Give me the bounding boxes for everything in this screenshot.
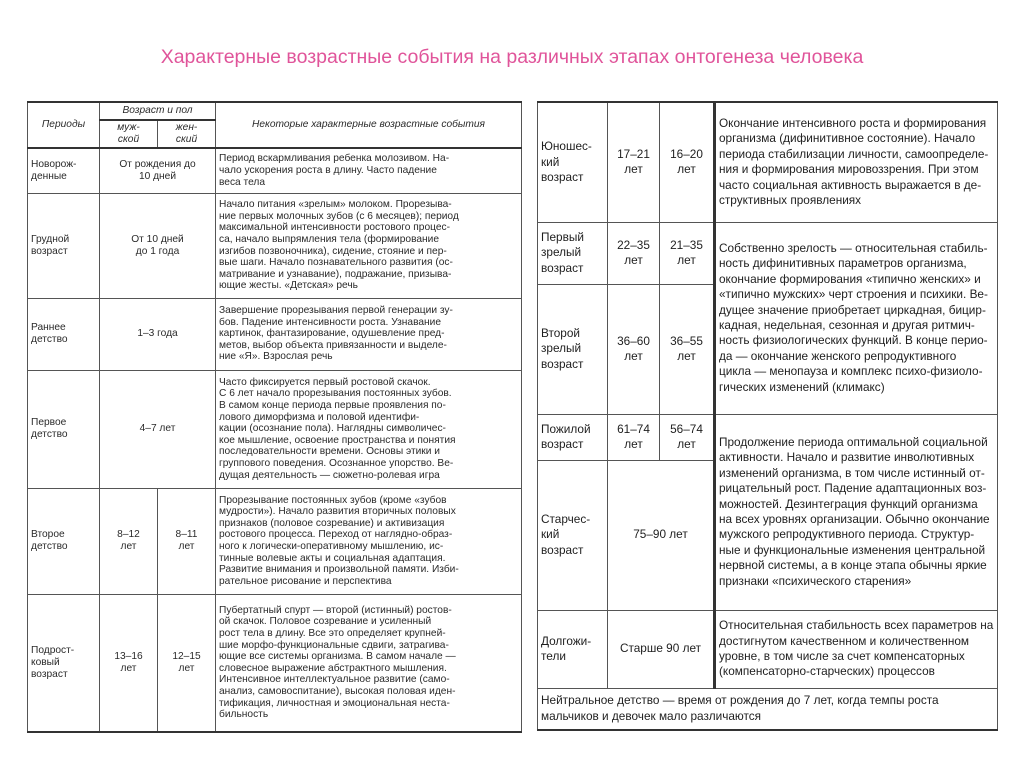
period-cell: Первый зрелый возраст [538, 222, 608, 284]
male-age-cell: 22–35 лет [608, 222, 660, 284]
age-cell: 75–90 лет [608, 460, 715, 610]
events-cell: Продолжение периода оптимальной социальной активности. Начало и развитие инволютивных изменений организма, в том числе истинный от- рицательный рост. Падение адаптационных воз- можностей. Дезинтеграция функций организма на всех уровнях организации. Обычно окончание мужского репродуктивного периода. Структур- ные и функциональные изменения центральной нервной системы, а в конце этапа обычны яркие признаки «психического старения» [715, 414, 998, 610]
header-female: жен- ский [158, 120, 216, 148]
age-cell: От рождения до 10 дней [100, 148, 216, 193]
left-age-table [27, 101, 522, 733]
female-age-cell: 8–11 лет [158, 488, 216, 594]
events-cell: Период вскармливания ребенка молозивом. На- чало ускорения роста в длину. Часто падение веса тела [216, 148, 522, 193]
events-cell: Прорезывание постоянных зубов (кроме «зубов мудрости»). Начало развития вторичных половых признаков (половое созревание) и активизация ростового процесса. Переход от наглядно-образ- ного к логически-оперативному мышлению, ис- тинные волевые акты и социальная адаптация. Развитие внимания и произвольной памяти. Изби- рательное рисование и перспектива [216, 488, 522, 594]
period-cell: Пожилой возраст [538, 414, 608, 460]
age-cell: 1–3 года [100, 298, 216, 370]
period-cell: Новорож- денные [28, 148, 100, 193]
events-cell: Часто фиксируется первый ростовой скачок. С 6 лет начало прорезывания постоянных зубов. В самом конце периода первые проявления по- лового диморфизма и половой идентифи- кации (осознание пола). Наглядны символичес- кое мышление, освоение пространства и понятия последовательности времени. Основы этики и группового поведения. Осознанное упорство. Ве- дущая деятельность — сюжетно-ролевая игра [216, 370, 522, 488]
footnote: Нейтральное детство — время от рождения до 7 лет, когда темпы роста мальчиков и девочек мало различаются [538, 688, 998, 730]
period-cell: Раннее детство [28, 298, 100, 370]
male-age-cell: 13–16 лет [100, 594, 158, 732]
female-age-cell: 16–20 лет [660, 102, 715, 222]
male-age-cell: 61–74 лет [608, 414, 660, 460]
period-cell: Второе детство [28, 488, 100, 594]
slide-title: Характерные возрастные события на различных этапах онтогенеза человека [160, 46, 864, 68]
events-cell: Окончание интенсивного роста и формирования организма (дифинитивное состояние). Начало периода стабилизации личности, самоопределе- ния и формирования мировоззрения. При этом часто социальная активность выражается в де- структивных проявлениях [715, 102, 998, 222]
header-events: Некоторые характерные возрастные события [216, 102, 522, 148]
period-cell: Второй зрелый возраст [538, 284, 608, 414]
female-age-cell: 21–35 лет [660, 222, 715, 284]
female-age-cell: 36–55 лет [660, 284, 715, 414]
male-age-cell: 8–12 лет [100, 488, 158, 594]
period-cell: Первое детство [28, 370, 100, 488]
events-cell: Относительная стабильность всех параметров на достигнутом качественном и количественном уровне, в том числе за счет компенсаторных (компенсаторно-старческих) процессов [715, 610, 998, 688]
events-cell: Собственно зрелость — относительная стабиль- ность дифинитивных параметров организма, окончание формирования «типично женских» и «типично мужских» черт строения и психики. Ве- дущее значение приобретает циркадная, бицир- кадная, недельная, сезонная и другая ритмич- ность физиологических функций. В конце перио- да — окончание женского репродуктивного цикла — менопауза и комплекс психо-физиоло- гических изменений (климакс) [715, 222, 998, 414]
right-age-table [537, 101, 998, 731]
events-cell: Пубертатный спурт — второй (истинный) ростов- ой скачок. Половое созревание и усиленный рост тела в длину. Все это определяет крупней- шие морфо-функциональные сдвиги, затрагива- ющие все системы организма. В самом начале — словесное выражение абстрактного мышления. Интенсивное интеллектуальное развитие (само- анализ, самовоспитание), высокая половая иден- тификация, личностная и эмоциональная неста- бильность [216, 594, 522, 732]
period-cell: Старчес- кий возраст [538, 460, 608, 610]
age-cell: Старше 90 лет [608, 610, 715, 688]
header-male: муж- ской [100, 120, 158, 148]
period-cell: Грудной возраст [28, 193, 100, 298]
male-age-cell: 36–60 лет [608, 284, 660, 414]
male-age-cell: 17–21 лет [608, 102, 660, 222]
events-cell: Начало питания «зрелым» молоком. Прорезыва- ние первых молочных зубов (с 6 месяцев); период максимальной интенсивности ростового процес- са, начало выпрямления тела (формирование изгибов позвоночника), сидение, стояние и пер- вые шаги. Начало познавательного развития (ос- матривание и узнавание), подражание, призыва- ющие жесты. «Детская» речь [216, 193, 522, 298]
header-periods: Периоды [28, 102, 100, 148]
header-age-sex: Возраст и пол [100, 102, 216, 120]
female-age-cell: 12–15 лет [158, 594, 216, 732]
period-cell: Долгожи- тели [538, 610, 608, 688]
female-age-cell: 56–74 лет [660, 414, 715, 460]
period-cell: Подрост- ковый возраст [28, 594, 100, 732]
events-cell: Завершение прорезывания первой генерации зу- бов. Падение интенсивности роста. Узнавание картинок, фантазирование, одушевление пред- метов, выбор объекта привязанности и выделе- ние «Я». Взрослая речь [216, 298, 522, 370]
age-cell: 4–7 лет [100, 370, 216, 488]
period-cell: Юношес- кий возраст [538, 102, 608, 222]
age-cell: От 10 дней до 1 года [100, 193, 216, 298]
